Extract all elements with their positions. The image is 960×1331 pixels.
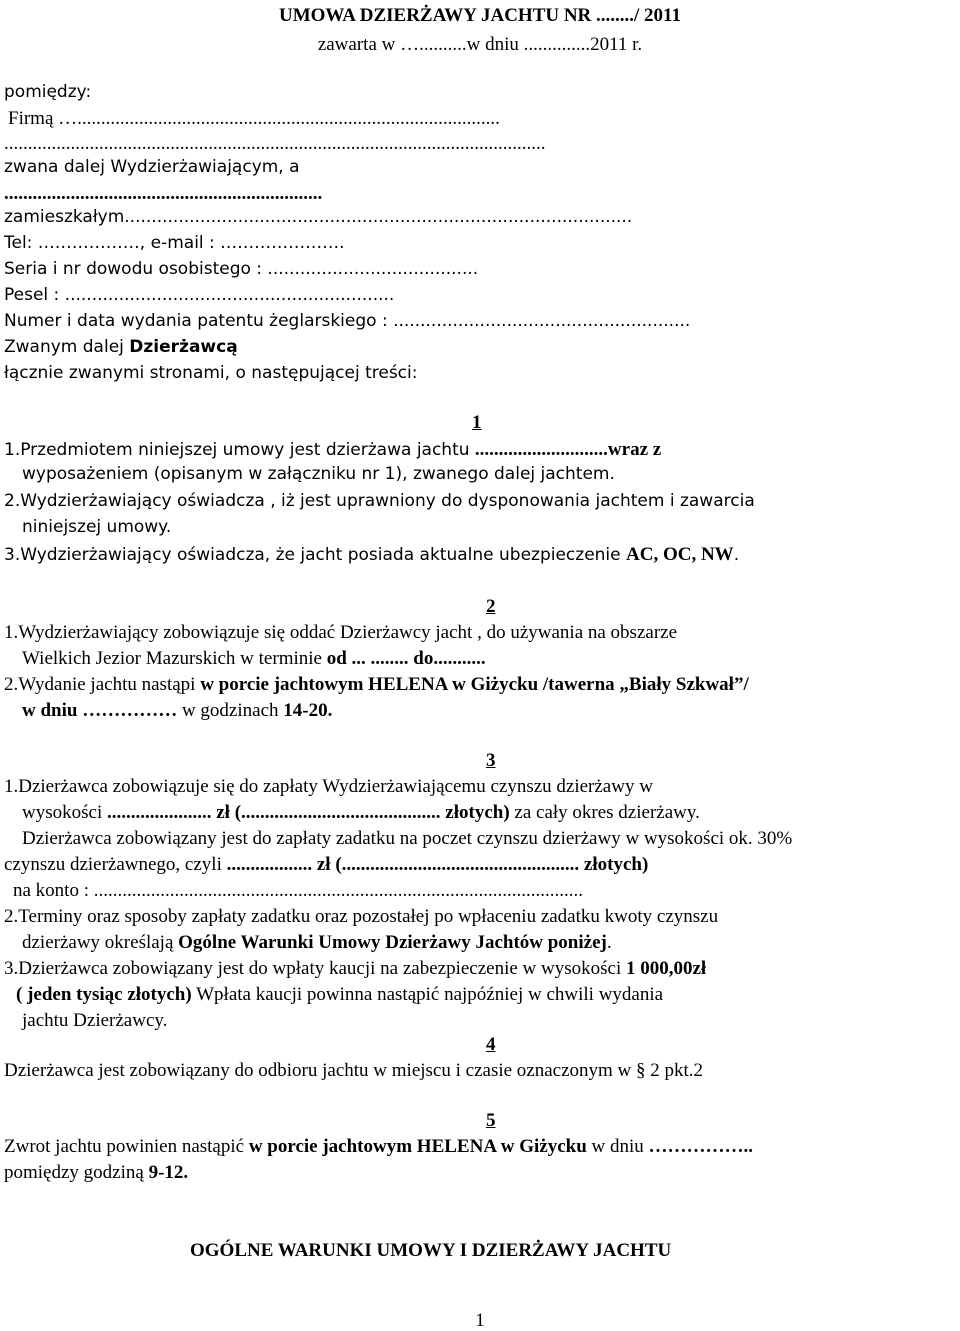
s3-account-line: na konto : .......................................................................................................	[13, 880, 583, 901]
section-3-number: 3	[486, 750, 496, 771]
s2-p1-line2: Wielkich Jezior Mazurskich w terminie od ... ........ do...........	[22, 648, 486, 669]
id-card-line: Seria i nr dowodu osobistego : .......................................	[4, 259, 479, 279]
section-4-number: 4	[486, 1034, 496, 1055]
parties-label: pomiędzy:	[4, 82, 92, 102]
parties-summary: łącznie zwanymi stronami, o następującej treści:	[4, 363, 418, 383]
s2-p1-line1: 1.Wydzierżawiający zobowiązuje się oddać Dzierżawcy jacht , do używania na obszarze	[4, 622, 678, 643]
s1-p2-line1: 2.Wydzierżawiający oświadcza , iż jest uprawniony do dysponowania jachtem i zawarcia	[4, 491, 755, 511]
s3-p1-line2: wysokości ...................... zł (.......................................... złotych) za cały okres dzierżawy.	[22, 802, 700, 823]
s3-p3-line1: 3.Dzierżawca zobowiązany jest do wpłaty kaucji na zabezpieczenie w wysokości 1 000,00zł	[4, 958, 707, 979]
address-line: zamieszkałym..............................................................................................	[4, 207, 633, 227]
patent-line: Numer i data wydania patentu żeglarskiego : .......................................................	[4, 311, 691, 331]
lessee-name-line: ...................................................................	[4, 183, 323, 204]
s3-p1-line3: Dzierżawca zobowiązany jest do zapłaty zadatku na poczet czynszu dzierżawy w wysokości ok. 30%	[22, 828, 793, 849]
s5-p2: pomiędzy godziną 9-12.	[4, 1162, 189, 1183]
section-5-number: 5	[486, 1110, 496, 1131]
lessor-line: zwana dalej Wydzierżawiającym, a	[4, 157, 300, 177]
s5-p1: Zwrot jachtu powinien nastąpić w porcie jachtowym HELENA w Giżycku w dniu ……………..	[4, 1136, 754, 1157]
s2-p2-line2: w dniu …………… w godzinach 14-20.	[22, 700, 333, 721]
contact-line: Tel: ………………, e-mail : ………………….	[4, 233, 345, 253]
s2-p2-line1: 2.Wydanie jachtu nastąpi w porcie jachtowym HELENA w Giżycku /tawerna „Biały Szkwał”/	[4, 674, 749, 695]
s3-p3-line2: ( jeden tysiąc złotych) Wpłata kaucji powinna nastąpić najpóźniej w chwili wydania	[16, 984, 664, 1005]
s3-p1-line4: czynszu dzierżawnego, czyli .................. zł (.................................................. złotych)	[4, 854, 649, 875]
section-1-number: 1	[472, 412, 482, 433]
company-line: Firmą ….........................................................................................	[8, 108, 500, 129]
document-title: UMOWA DZIERŻAWY JACHTU NR ......../ 2011	[278, 5, 682, 26]
general-terms-heading: OGÓLNE WARUNKI UMOWY I DZIERŻAWY JACHTU	[190, 1240, 672, 1261]
s3-p2-line1: 2.Terminy oraz sposoby zapłaty zadatku oraz pozostałej po wpłaceniu zadatku kwoty czynszu	[4, 906, 719, 927]
document-subtitle: zawarta w …..........w dniu ..............2011 r.	[317, 34, 643, 55]
pesel-line: Pesel : .............................................................	[4, 285, 395, 305]
company-line-2: ..................................................................................................................	[4, 133, 546, 154]
s3-p3-line3: jachtu Dzierżawcy.	[22, 1010, 168, 1031]
s1-p1-line2: wyposażeniem (opisanym w załączniku nr 1), zwanego dalej jachtem.	[22, 464, 615, 484]
section-2-number: 2	[486, 596, 496, 617]
s4-p1: Dzierżawca jest zobowiązany do odbioru jachtu w miejscu i czasie oznaczonym w § 2 pkt.2	[4, 1060, 704, 1081]
s1-p2-line2: niniejszej umowy.	[22, 517, 172, 537]
s3-p1-line1: 1.Dzierżawca zobowiązuje się do zapłaty Wydzierżawiającemu czynszu dzierżawy w	[4, 776, 653, 797]
s3-p2-line2: dzierżawy określają Ogólne Warunki Umowy Dzierżawy Jachtów poniżej.	[22, 932, 612, 953]
s1-p3: 3.Wydzierżawiający oświadcza, że jacht posiada aktualne ubezpieczenie AC, OC, NW.	[4, 544, 740, 565]
lessee-label-line: Zwanym dalej Dzierżawcą	[4, 337, 238, 357]
page-number: 1	[475, 1310, 485, 1331]
s1-p1-line1: 1.Przedmiotem niniejszej umowy jest dzierżawa jachtu ............................wraz z	[4, 439, 662, 460]
